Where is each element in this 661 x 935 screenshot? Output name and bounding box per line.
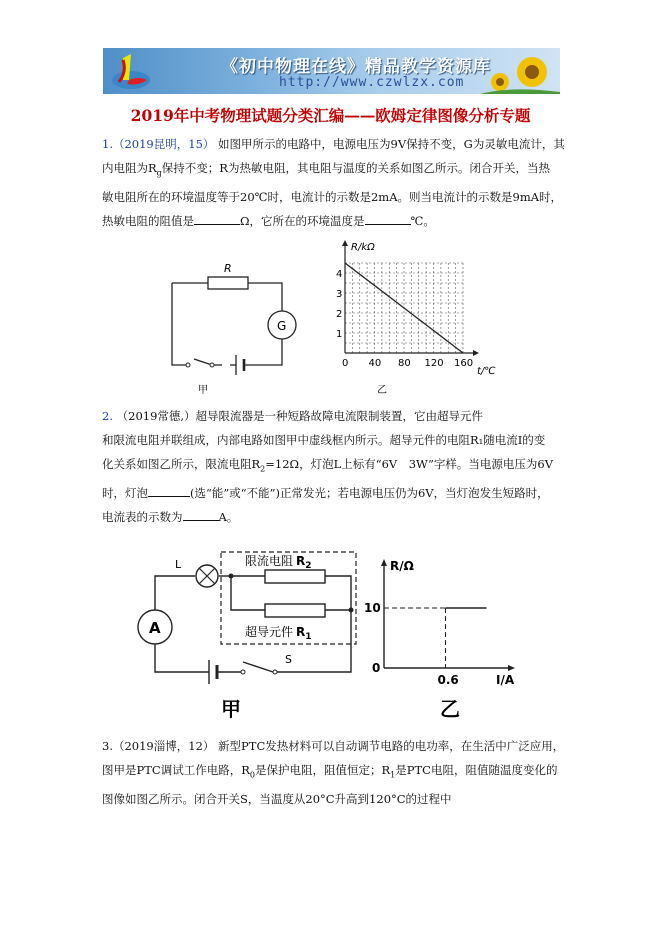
q1-chart-axes [342, 240, 479, 356]
q1-chart-xtick-label: 0 [342, 358, 349, 369]
q1-chart-xtick-label: 160 [454, 358, 474, 369]
q2-chart-x-arrow [508, 665, 515, 671]
q2-r2-symbol: R [296, 554, 306, 568]
q1-chart-y-arrow [342, 240, 348, 246]
q2-switch-label: S [285, 653, 292, 666]
q2-answer-blank-lamp[interactable] [148, 482, 190, 497]
q2-lamp-label: L [175, 558, 182, 571]
q2-chart-ylabel: R/Ω [390, 559, 414, 573]
q1-chart-xtick-label: 80 [398, 358, 411, 369]
q2-resistor-r2 [265, 570, 325, 583]
q2-text-line5a: 电流表的示数为 [102, 510, 183, 525]
q1-text-line1: 如图甲所示的电路中，电源电压为9V保持不变，G为灵敏电流计，其 [218, 137, 565, 151]
q1-chart-ylabel: R/kΩ [351, 242, 375, 253]
q2-chart-ytick-label: 10 [364, 601, 381, 615]
q2-chart-caption: 乙 [440, 697, 460, 721]
question-2 [102, 404, 567, 529]
q2-chart-xtick-label: 0.6 [437, 673, 459, 687]
q2-r1-label: 超导元件 [245, 625, 294, 639]
q1-chart-xtick-label: 40 [368, 358, 382, 369]
q1-chart-ytick-label: 2 [336, 309, 343, 320]
q2-answer-blank-current[interactable] [183, 506, 219, 521]
q2-text-line3b: =12Ω，灯泡L上标有“6V 3W”字样。当电源电压为6V [265, 457, 554, 471]
q1-chart-x-arrow [473, 350, 479, 356]
q3-r1-subscript: 1 [390, 770, 396, 780]
q3-text-line2c: 是PTC电阻，阻值随温度变化的 [395, 763, 558, 777]
q3-source: （2019淄博，12） [112, 739, 215, 753]
q1-chart-ticks [336, 269, 473, 369]
q1-circuit-diagram [160, 255, 300, 400]
header-banner [103, 48, 560, 94]
banner-url[interactable]: http://www.czwlzx.com [279, 75, 465, 90]
q2-chart-y-arrow [381, 559, 387, 566]
site-logo-icon [109, 50, 153, 94]
q2-chart-xlabel: I/A [496, 673, 515, 687]
q2-r-i-chart [362, 552, 522, 724]
q1-answer-blank-resistance[interactable] [194, 210, 240, 225]
q3-r0-subscript: 0 [249, 770, 255, 780]
q2-r1-sub: 1 [305, 632, 312, 642]
q2-lamp-icon [196, 565, 218, 587]
q1-chart-xtick-label: 120 [424, 358, 444, 369]
q2-superconductor-r1 [265, 604, 325, 617]
q1-text-line4b: 它所在的环境温度是 [261, 214, 365, 229]
q1-unit-celsius: ℃。 [410, 214, 435, 229]
q2-r2-sub: 2 [305, 561, 312, 571]
q1-text-line3: 敏电阻所在的环境温度等于20℃时，电流计的示数是2mA。则当电流计的示数是9mA时， [102, 190, 563, 205]
sunflower-icon [480, 48, 560, 94]
q1-resistor-r [208, 277, 248, 289]
q3-text-line1: 新型PTC发热材料可以自动调节电路的电功率，在生活中广泛应用， [218, 739, 565, 753]
q1-source: （2019昆明，15） [112, 137, 215, 151]
q1-chart-ytick-label: 4 [336, 269, 343, 280]
q2-number: 2. [102, 409, 113, 423]
q2-ammeter-label: A [149, 619, 161, 637]
q1-chart-caption: 乙 [377, 385, 387, 396]
q2-r2-subscript: 2 [260, 464, 266, 474]
q2-text-line4b: (选“能”或“不能”)正常发光；若电源电压仍为6V，当灯泡发生短路时， [190, 486, 549, 501]
q2-r1-caption [245, 624, 312, 642]
q2-text-line1: （2019常德,）超导限流器是一种短路故障电流限制装置，它由超导元件 [116, 409, 484, 423]
q2-battery-icon [209, 660, 217, 684]
q3-text-line2b: 是保护电阻，阻值恒定；R [254, 763, 391, 777]
q1-rg-subscript: g [156, 168, 162, 178]
q2-r1-symbol: R [296, 625, 306, 639]
q2-chart-axes [381, 559, 515, 671]
q2-r2-caption [245, 553, 312, 571]
q2-r2-label: 限流电阻 [245, 554, 294, 568]
q2-circuit-diagram [125, 538, 365, 723]
q1-battery-icon [236, 355, 244, 375]
q3-text-line3: 图像如图乙所示。闭合开关S，当温度从20°C升高到120°C的过程中 [102, 792, 452, 807]
q1-answer-blank-temperature[interactable] [365, 210, 411, 225]
q2-text-line4a: 时，灯泡 [102, 486, 148, 501]
q2-circuit-caption: 甲 [221, 697, 241, 721]
q1-text-line2b: 保持不变；R为热敏电阻，其电阻与温度的关系如图乙所示。闭合开关，当热 [161, 161, 550, 175]
page-title: 2019年中考物理试题分类汇编——欧姆定律图像分析专题 [130, 106, 531, 125]
q1-resistor-label: R [224, 262, 232, 275]
q1-chart-xlabel: t/℃ [477, 366, 496, 377]
q2-chart-xtick-label: 0 [372, 661, 381, 675]
q2-text-line3a: 化关系如图乙所示，限流电阻R [102, 457, 261, 471]
q1-galvanometer-label: G [277, 319, 287, 333]
banner-title: 《初中物理在线》精品教学资源库 [221, 57, 491, 77]
q1-circuit-caption: 甲 [198, 385, 208, 396]
q3-number: 3. [102, 739, 113, 753]
q2-junction-left [229, 574, 234, 579]
q1-chart-ytick-label: 1 [336, 329, 343, 340]
q1-r-t-chart [325, 238, 500, 398]
q2-junction-right [349, 608, 354, 613]
q1-text-line2a: 内电阻为R [102, 161, 157, 175]
q2-chart-ticks [364, 601, 459, 687]
q1-unit-ohm: Ω， [240, 214, 262, 229]
question-1 [102, 132, 567, 233]
q1-chart-ytick-label: 3 [336, 289, 343, 300]
q2-text-line2: 和限流电阻并联组成，内部电路如图甲中虚线框内所示。超导元件的电阻R₁随电流I的变 [102, 433, 546, 447]
q1-text-line4a: 热敏电阻的阻值是 [102, 214, 194, 229]
q1-number: 1. [102, 137, 113, 151]
question-3 [102, 734, 567, 811]
q2-unit-ampere: A。 [218, 510, 239, 525]
q3-text-line2a: 图甲是PTC调试工作电路，R [102, 763, 250, 777]
